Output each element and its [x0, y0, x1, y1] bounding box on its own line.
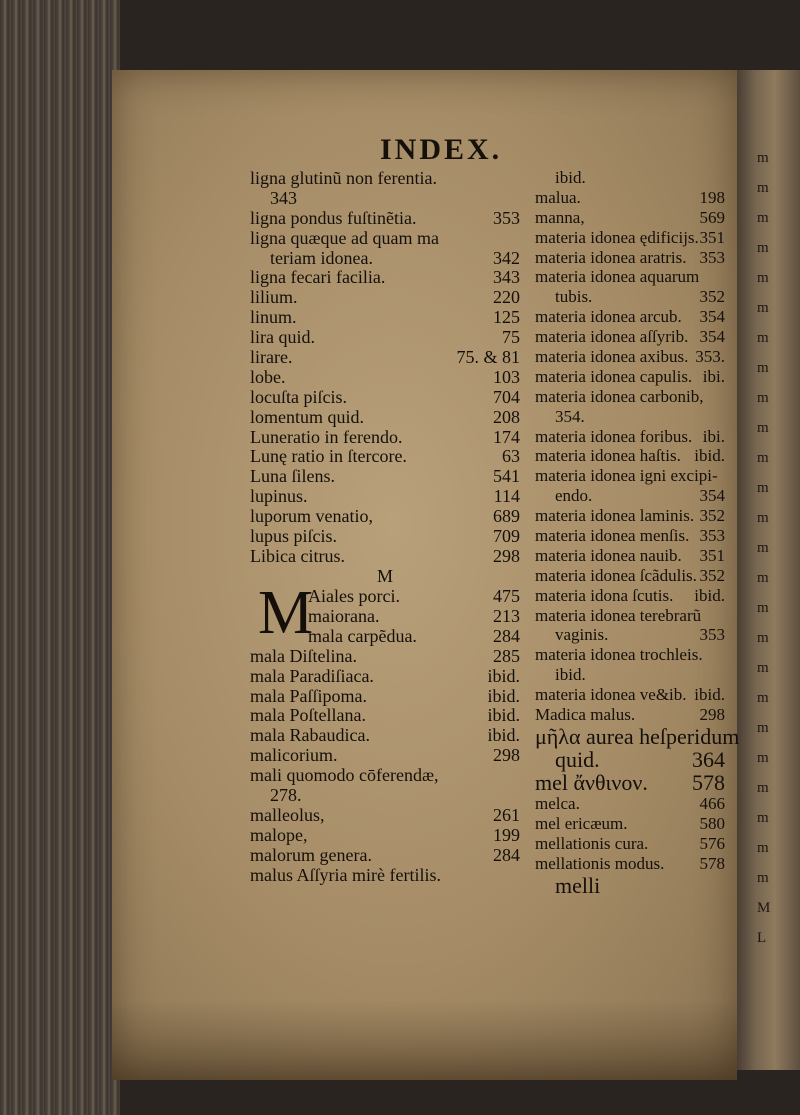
entry-term: mala Poſtellana. [250, 705, 366, 726]
index-entry [250, 466, 520, 486]
index-entry [535, 307, 725, 327]
entry-term: vaginis. [555, 625, 609, 645]
entry-page-number: ibid. [694, 446, 725, 466]
index-entry [250, 407, 520, 427]
entry-page-number: ibid. [487, 665, 520, 686]
entry-term: mala Paſſipoma. [250, 685, 367, 706]
entry-term: teriam idonea. [270, 247, 373, 268]
entry-term: materia idonea axibus. [535, 347, 689, 367]
entry-page-number: 343 [493, 267, 520, 288]
entry-page-number: 220 [493, 287, 520, 308]
index-entry [535, 645, 725, 665]
entry-term: ligna quæque ad quam ma [250, 227, 439, 248]
entry-page-number: 298 [493, 545, 520, 566]
edge-fragment: m [757, 570, 769, 586]
edge-fragment: m [757, 600, 769, 616]
left-column [250, 168, 520, 885]
entry-term: lira quid. [250, 327, 315, 348]
entry-page-number: 580 [699, 813, 725, 833]
entry-term: lupinus. [250, 486, 308, 507]
index-entry [535, 771, 725, 794]
entry-term: lirare. [250, 347, 293, 368]
entry-page-number: 466 [699, 793, 725, 813]
edge-fragment: m [757, 540, 769, 556]
entry-term: ligna pondus fuſtinẽtia. [250, 207, 417, 228]
index-entry [535, 407, 725, 427]
entry-term: materia idonea ve&ib. [535, 685, 687, 705]
edge-fragment: m [757, 720, 769, 736]
dropcap-letter: M [258, 578, 314, 647]
entry-term: malua. [535, 187, 581, 207]
entry-term: materia idonea menſis. [535, 526, 690, 546]
entry-term: malope, [250, 824, 308, 845]
entry-term: materia idonea trochleis. [535, 645, 703, 665]
index-entry [250, 287, 520, 307]
entry-term: ibid. [555, 168, 586, 187]
index-entry [535, 665, 725, 685]
index-entry [535, 586, 725, 606]
edge-fragment: m [757, 630, 769, 646]
entry-page-number: 353. [695, 347, 725, 367]
index-entry [250, 307, 520, 327]
edge-fragment: m [757, 810, 769, 826]
edge-fragment: M [757, 900, 771, 916]
index-entry [250, 168, 520, 188]
index-entry [535, 748, 725, 771]
index-entry [250, 506, 520, 526]
entry-page-number: 284 [493, 844, 520, 865]
index-entry [535, 188, 725, 208]
entry-page-number: 352 [699, 506, 725, 526]
entry-page-number: 298 [699, 705, 725, 725]
edge-fragment: m [757, 270, 769, 286]
entry-page-number: 198 [699, 187, 725, 207]
index-entry [535, 327, 725, 347]
index-entry [535, 506, 725, 526]
index-entry [250, 606, 520, 626]
entry-term: lomentum quid. [250, 406, 364, 427]
entry-term: materia idonea arcub. [535, 307, 682, 327]
index-entry [250, 208, 520, 228]
index-entry [250, 626, 520, 646]
edge-fragment: m [757, 780, 769, 796]
index-entry [250, 367, 520, 387]
entry-term: locuſta piſcis. [250, 386, 347, 407]
entry-page-number: 352 [699, 287, 725, 307]
entry-term: malus Aſſyria mirè fertilis. [250, 864, 441, 885]
edge-fragment: m [757, 330, 769, 346]
index-entry [535, 347, 725, 367]
entry-term: materia idonea foribus. [535, 426, 693, 446]
index-entry [535, 606, 725, 626]
entry-term: materia idonea aſſyrib. [535, 327, 689, 347]
entry-page-number: 353 [493, 207, 520, 228]
entry-page-number: 709 [493, 526, 520, 547]
index-entry [535, 267, 725, 287]
index-entry [250, 486, 520, 506]
entry-term: materia idonea terebrarũ [535, 605, 702, 625]
edge-fragment: m [757, 510, 769, 526]
entry-term: endo. [555, 486, 593, 506]
index-entry [250, 546, 520, 566]
entry-term: mel ἄνθινον. [535, 769, 648, 795]
entry-term: materia idonea laminis. [535, 506, 695, 526]
index-entry [535, 874, 725, 897]
index-entry [535, 685, 725, 705]
entry-term: materia idonea aratris. [535, 247, 687, 267]
entry-page-number: 351 [699, 227, 725, 247]
index-entry [250, 228, 520, 248]
entry-term: materia idona ſcutis. [535, 585, 674, 605]
entry-term: mala Diſtelina. [250, 645, 357, 666]
entry-page-number: 75 [502, 327, 520, 348]
entry-page-number: ibid. [694, 585, 725, 605]
entry-term: lilium. [250, 287, 298, 308]
index-entry [535, 367, 725, 387]
entry-page-number: 298 [493, 745, 520, 766]
entry-page-number: 354 [699, 327, 725, 347]
index-entry [535, 387, 725, 407]
entry-page-number: 353 [699, 625, 725, 645]
entry-page-number: 576 [699, 833, 725, 853]
adjacent-page-edge [737, 70, 800, 1070]
index-header: INDEX. [380, 133, 503, 166]
entry-term: Luna ſilens. [250, 466, 335, 487]
entry-page-number: ibi. [702, 366, 725, 386]
index-entry [535, 486, 725, 506]
index-entry [250, 646, 520, 666]
entry-term: linum. [250, 307, 297, 328]
entry-term: melca. [535, 793, 580, 813]
edge-fragment: m [757, 360, 769, 376]
entry-page-number: 75. & 81 [456, 347, 520, 368]
entry-page-number: ibid. [694, 685, 725, 705]
entry-page-number: 704 [493, 386, 520, 407]
entry-page-number: 353 [699, 526, 725, 546]
entry-page-number: 541 [493, 466, 520, 487]
entry-page-number: 578 [699, 853, 725, 873]
entry-page-number: 284 [493, 625, 520, 646]
entry-page-number: 689 [493, 506, 520, 527]
entry-term: materia idonea nauib. [535, 545, 682, 565]
index-entry [535, 546, 725, 566]
section-letter: M [376, 565, 393, 586]
edge-fragment: m [757, 300, 769, 316]
entry-term: materia idonea haſtis. [535, 446, 681, 466]
index-entry [250, 745, 520, 765]
dropcap-block [250, 578, 520, 647]
entry-page-number: 353 [699, 247, 725, 267]
entry-term: mellationis cura. [535, 833, 649, 853]
entry-term: mel ericæum. [535, 813, 628, 833]
index-entry [535, 168, 725, 188]
entry-page-number: 125 [493, 307, 520, 328]
index-entry [535, 854, 725, 874]
entry-term: mali quomodo cōferendæ, [250, 765, 439, 786]
edge-fragment: m [757, 240, 769, 256]
index-entry [535, 248, 725, 268]
index-entry [535, 625, 725, 645]
edge-fragment: L [757, 930, 767, 946]
entry-term: materia idonea aquarum [535, 267, 700, 287]
entry-term: mala Rabaudica. [250, 725, 370, 746]
index-entry [250, 248, 520, 268]
entry-page-number: 63 [502, 446, 520, 467]
entry-term: mellationis modus. [535, 853, 665, 873]
index-entry [250, 825, 520, 845]
entry-page-number: 578 [692, 769, 725, 795]
page-shadow [112, 1000, 737, 1080]
entry-page-number: 352 [699, 565, 725, 585]
index-entry [535, 723, 740, 749]
entry-page-number: 364 [692, 746, 725, 772]
index-entry [250, 267, 520, 287]
entry-term: ibid. [555, 665, 586, 685]
entry-page-number: 114 [493, 486, 520, 507]
index-entry [535, 566, 725, 586]
entry-page-number: 569 [699, 207, 725, 227]
index-entry [535, 794, 725, 814]
index-entry [535, 427, 725, 447]
entry-term: materia idonea igni excipi- [535, 466, 718, 486]
edge-fragment: m [757, 660, 769, 676]
entry-page-number: ibid. [487, 725, 520, 746]
entry-page-number: 354 [699, 307, 725, 327]
index-entry [250, 387, 520, 407]
edge-fragment: m [757, 150, 769, 166]
index-entry [250, 446, 520, 466]
edge-fragment: m [757, 420, 769, 436]
entry-term: malorum genera. [250, 844, 372, 865]
entry-term: materia idonea ſcãdulis. [535, 565, 697, 585]
entry-page-number: 354 [699, 486, 725, 506]
index-entry [250, 188, 520, 208]
index-entry [250, 845, 520, 865]
entry-term: materia idonea capulis. [535, 366, 693, 386]
index-entry [250, 805, 520, 825]
index-entry [250, 686, 520, 706]
index-entry [250, 785, 520, 805]
entry-term: μῆλα aurea heſperidum [535, 723, 740, 749]
entry-term: melli [555, 872, 601, 898]
index-entry [250, 526, 520, 546]
entry-term: maiorana. [308, 605, 380, 626]
edge-fragment: m [757, 750, 769, 766]
edge-fragment: m [757, 840, 769, 856]
index-entry [250, 427, 520, 447]
edge-fragment: m [757, 390, 769, 406]
edge-fragment: m [757, 690, 769, 706]
entry-term: quid. [555, 746, 600, 772]
entry-page-number: 285 [493, 645, 520, 666]
index-entry [250, 725, 520, 745]
index-entry [250, 327, 520, 347]
entry-term: ligna glutinũ non ferentia. [250, 168, 437, 188]
entry-term: Aiales porci. [308, 585, 400, 606]
index-entry [535, 287, 725, 307]
index-entry [535, 834, 725, 854]
right-column [535, 168, 740, 898]
index-entry [535, 228, 725, 248]
entry-page-number: 199 [493, 824, 520, 845]
edge-fragment: m [757, 870, 769, 886]
entry-page-number: 342 [493, 247, 520, 268]
entry-page-number: ibid. [487, 685, 520, 706]
entry-page-number: 213 [493, 605, 520, 626]
entry-page-number: 174 [493, 426, 520, 447]
entry-term: materia idonea carbonib, [535, 386, 704, 406]
edge-fragment: m [757, 450, 769, 466]
index-entry [250, 586, 520, 606]
entry-term: tubis. [555, 287, 593, 307]
entry-term: Libica citrus. [250, 545, 345, 566]
entry-term: Madica malus. [535, 705, 636, 725]
entry-term: 278. [270, 785, 302, 806]
entry-term: 354. [555, 406, 585, 426]
entry-term: lobe. [250, 366, 286, 387]
edge-fragment: m [757, 180, 769, 196]
entry-page-number: 208 [493, 406, 520, 427]
book-edge-left [0, 0, 120, 1115]
index-entry [250, 865, 520, 885]
entry-term: ligna fecari facilia. [250, 267, 386, 288]
entry-page-number: 475 [493, 585, 520, 606]
index-entry [250, 666, 520, 686]
entry-page-number: 103 [493, 366, 520, 387]
entry-page-number: ibi. [702, 426, 725, 446]
entry-term: lupus piſcis. [250, 526, 338, 547]
edge-fragment: m [757, 480, 769, 496]
index-entry [250, 765, 520, 785]
entry-page-number: 261 [493, 804, 520, 825]
index-entry [535, 526, 725, 546]
entry-term: mala carpẽdua. [308, 625, 417, 646]
entry-term: Luneratio in ferendo. [250, 426, 403, 447]
entry-term: 343 [270, 187, 297, 208]
index-entry [535, 705, 725, 725]
entry-term: mala Paradiſiaca. [250, 665, 374, 686]
entry-page-number: 351 [699, 545, 725, 565]
entry-term: malleolus, [250, 804, 325, 825]
edge-fragment: m [757, 210, 769, 226]
entry-page-number: ibid. [487, 705, 520, 726]
index-entry [250, 347, 520, 367]
index-entry [535, 446, 725, 466]
entry-term: materia idonea ędificijs. [535, 227, 699, 247]
entry-term: Lunę ratio in ſtercore. [250, 446, 407, 467]
index-entry [535, 814, 725, 834]
index-entry [250, 705, 520, 725]
entry-term: manna, [535, 207, 585, 227]
index-entry [535, 466, 725, 486]
index-entry [535, 208, 725, 228]
entry-term: malicorium. [250, 745, 338, 766]
entry-term: luporum venatio, [250, 506, 373, 527]
